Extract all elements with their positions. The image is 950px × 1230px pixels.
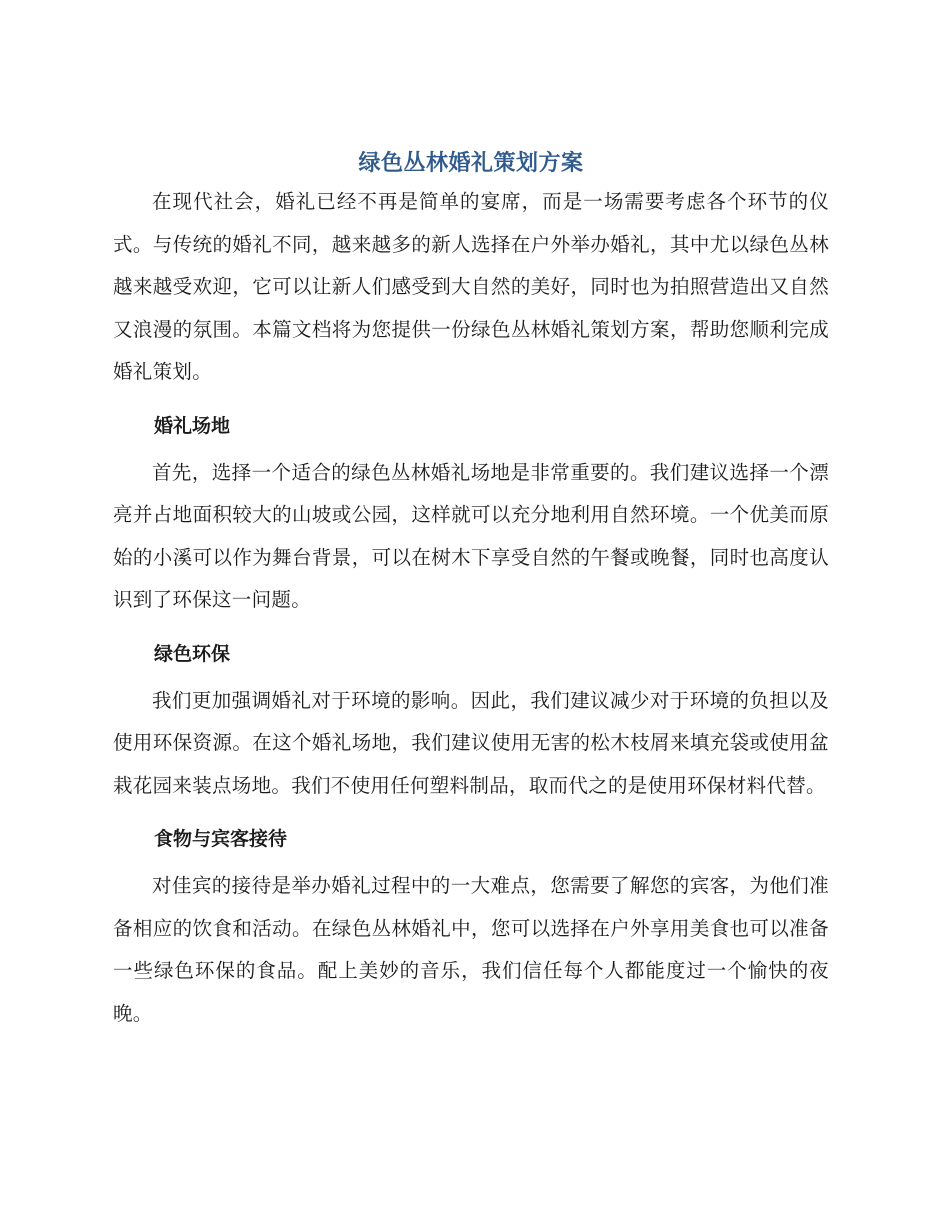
intro-paragraph: 在现代社会，婚礼已经不再是简单的宴席，而是一场需要考虑各个环节的仪式。与传统的婚礼不同，越来越多的新人选择在户外举办婚礼，其中尤以绿色丛林越来越受欢迎，它可以让新人们感受到大自然的美好，同时也为拍照营造出又自然又浪漫的氛围。本篇文档将为您提供一份绿色丛林婚礼策划方案，帮助您顺利完成婚礼策划。 xyxy=(113,190,829,383)
document-page xyxy=(113,147,829,1035)
section-body-eco: 我们更加强调婚礼对于环境的影响。因此，我们建议减少对于环境的负担以及使用环保资源。在这个婚礼场地，我们建议使用无害的松木枝屑来填充袋或使用盆栽花园来装点场地。我们不使用任何塑料制品，取而代之的是使用环保材料代替。 xyxy=(113,688,829,797)
document-title: 绿色丛林婚礼策划方案 xyxy=(358,151,584,176)
section-heading-venue: 婚礼场地 xyxy=(154,414,231,437)
section-body-venue: 首先，选择一个适合的绿色丛林婚礼场地是非常重要的。我们建议选择一个漂亮并占地面积较大的山坡或公园，这样就可以充分地利用自然环境。一个优美而原始的小溪可以作为舞台背景，可以在树木下享受自然的午餐或晚餐，同时也高度认识到了环保这一问题。 xyxy=(113,460,829,611)
section-body-food-guests: 对佳宾的接待是举办婚礼过程中的一大难点，您需要了解您的宾客，为他们准备相应的饮食和活动。在绿色丛林婚礼中，您可以选择在户外享用美食也可以准备一些绿色环保的食品。配上美妙的音乐，我们信任每个人都能度过一个愉快的夜晚。 xyxy=(113,874,829,1025)
section-heading-food-guests: 食物与宾客接待 xyxy=(154,828,288,850)
section-heading-eco: 绿色环保 xyxy=(154,642,231,665)
